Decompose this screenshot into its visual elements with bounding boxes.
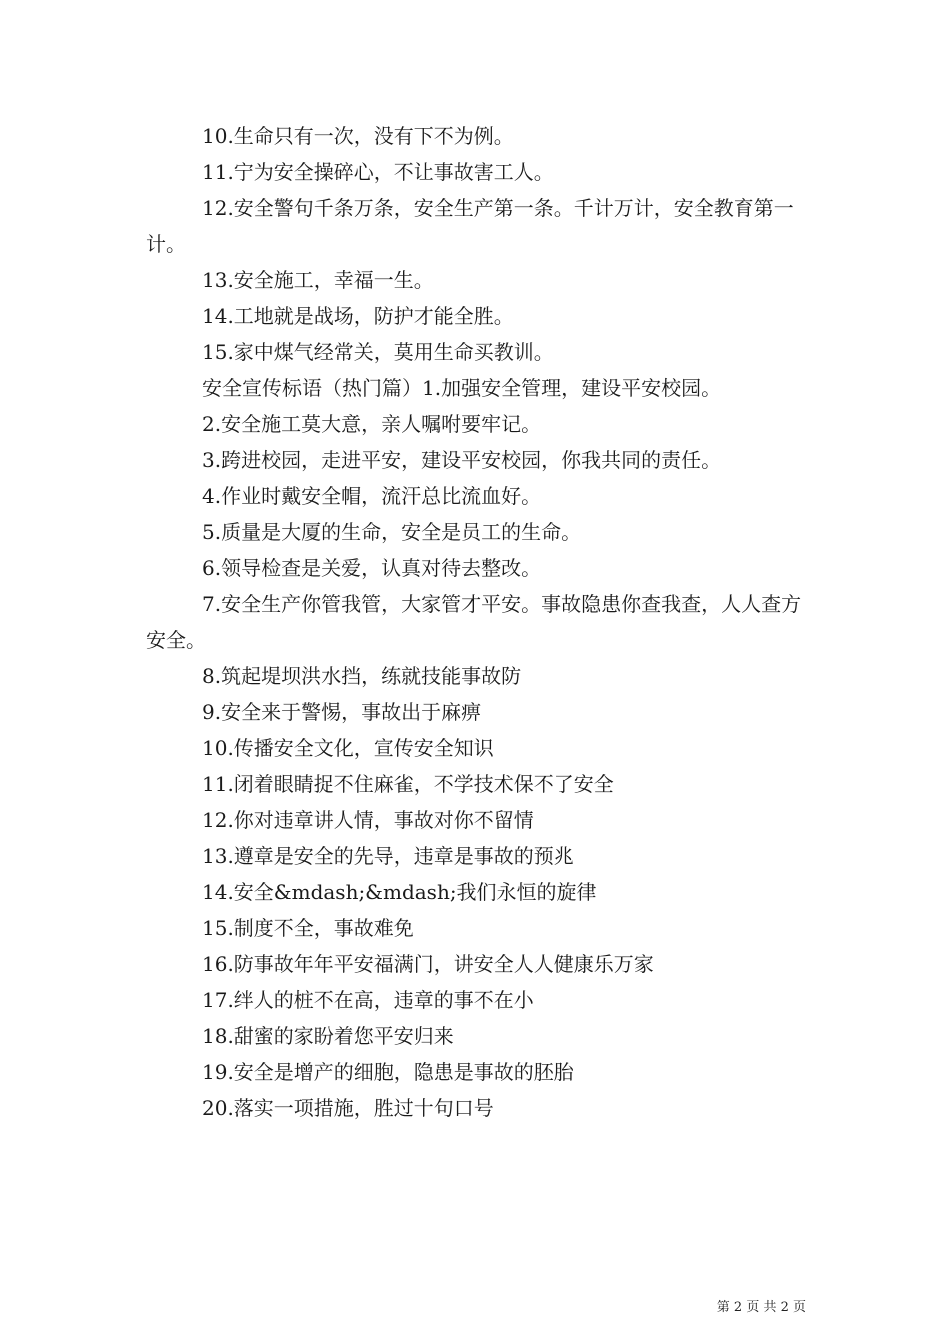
paragraph: 12.安全警句千条万条，安全生产第一条。千计万计，安全教育第一计。 — [146, 196, 794, 256]
paragraph: 10.传播安全文化，宣传安全知识 — [202, 736, 494, 760]
section-heading-paragraph: 安全宣传标语（热门篇）1.加强安全管理，建设平安校园。 — [202, 376, 722, 400]
paragraph: 13.安全施工，幸福一生。 — [202, 268, 434, 292]
paragraph: 10.生命只有一次，没有下不为例。 — [202, 124, 514, 148]
paragraph: 17.绊人的桩不在高，违章的事不在小 — [202, 988, 534, 1012]
paragraph: 6.领导检查是关爱，认真对待去整改。 — [202, 556, 542, 580]
paragraph: 3.跨进校园，走进平安，建设平安校园，你我共同的责任。 — [202, 448, 722, 472]
document-body — [146, 118, 818, 1126]
page-number-footer: 第 2 页 共 2 页 — [716, 1300, 806, 1315]
paragraph: 8.筑起堤坝洪水挡，练就技能事故防 — [202, 664, 522, 688]
paragraph: 14.工地就是战场，防护才能全胜。 — [202, 304, 514, 328]
paragraph: 12.你对违章讲人情，事故对你不留情 — [202, 808, 534, 832]
paragraph: 4.作业时戴安全帽，流汗总比流血好。 — [202, 484, 542, 508]
paragraph: 18.甜蜜的家盼着您平安归来 — [202, 1024, 454, 1048]
paragraph: 5.质量是大厦的生命，安全是员工的生命。 — [202, 520, 582, 544]
paragraph: 15.家中煤气经常关，莫用生命买教训。 — [202, 340, 554, 364]
paragraph: 16.防事故年年平安福满门，讲安全人人健康乐万家 — [202, 952, 654, 976]
paragraph: 7.安全生产你管我管，大家管才平安。事故隐患你查我查，人人查方安全。 — [146, 592, 802, 652]
paragraph: 2.安全施工莫大意，亲人嘱咐要牢记。 — [202, 412, 542, 436]
paragraph: 19.安全是增产的细胞，隐患是事故的胚胎 — [202, 1060, 574, 1084]
paragraph: 13.遵章是安全的先导，违章是事故的预兆 — [202, 844, 574, 868]
paragraph: 11.闭着眼睛捉不住麻雀，不学技术保不了安全 — [202, 772, 614, 796]
paragraph: 15.制度不全，事故难免 — [202, 916, 414, 940]
paragraph: 14.安全&mdash;&mdash;我们永恒的旋律 — [202, 880, 597, 904]
paragraph: 9.安全来于警惕，事故出于麻痹 — [202, 700, 482, 724]
paragraph: 11.宁为安全操碎心，不让事故害工人。 — [202, 160, 554, 184]
paragraph: 20.落实一项措施，胜过十句口号 — [202, 1096, 494, 1120]
